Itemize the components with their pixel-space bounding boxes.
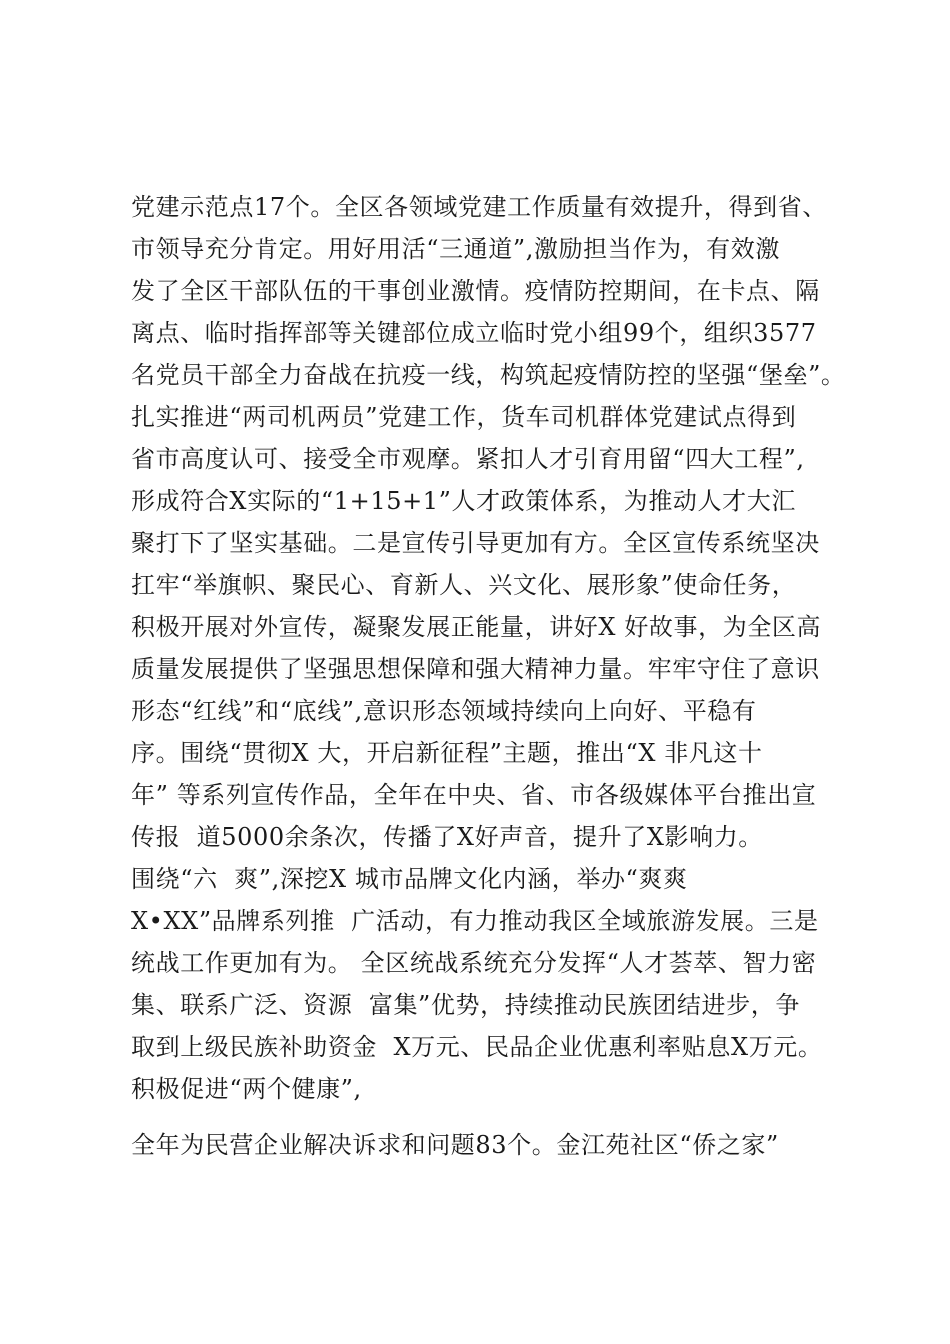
paragraph-line: 市领导充分肯定。用好用活“三通道”,激励担当作为，有效激	[131, 235, 780, 263]
paragraph-line: 扎实推进“两司机两员”党建工作，货车司机群体党建试点得到	[131, 403, 797, 431]
paragraph-line: 省市高度认可、接受全市观摩。紧扣人才引育用留“四大工程”,	[131, 445, 805, 473]
paragraph-line: 质量发展提供了坚强思想保障和强大精神力量。牢牢守住了意识	[131, 655, 820, 683]
paragraph-line: 发了全区干部队伍的干事创业激情。疫情防控期间，在卡点、隔	[131, 277, 820, 305]
paragraph-line: 统战工作更加有为。 全区统战系统充分发挥“人才荟萃、智力密	[131, 949, 817, 977]
paragraph-line: 党建示范点17个。全区各领域党建工作质量有效提升，得到省、	[131, 193, 827, 221]
paragraph-line: 集、联系广泛、资源 富集”优势，持续推动民族团结进步，争	[131, 991, 800, 1019]
paragraph-line: 离点、临时指挥部等关键部位成立临时党小组99个，组织3577	[131, 319, 817, 347]
paragraph-line: 传报 道5000余条次，传播了X好声音，提升了X影响力。	[131, 823, 763, 851]
paragraph-line: 围绕“六 爽”,深挖X 城市品牌文化内涵，举办“爽爽	[131, 865, 688, 893]
paragraph-line: 形态“红线”和“底线”,意识形态领域持续向上向好、平稳有	[131, 697, 757, 725]
paragraph-line: 积极促进“两个健康”,	[131, 1075, 362, 1103]
paragraph-line: 积极开展对外宣传，凝聚发展正能量，讲好X 好故事，为全区高	[131, 613, 822, 641]
paragraph-line: 扛牢“举旗帜、聚民心、育新人、兴文化、展形象”使命任务，	[131, 571, 797, 599]
paragraph-line: 取到上级民族补助资金 X万元、民品企业优惠利率贴息X万元。	[131, 1033, 823, 1061]
paragraph-line: 序。围绕“贯彻X 大，开启新征程”主题，推出“X 非凡这十	[131, 739, 763, 767]
paragraph-line: 形成符合X实际的“1+15+1”人才政策体系，为推动人才大汇	[131, 487, 796, 515]
paragraph-line: 聚打下了坚实基础。二是宣传引导更加有方。全区宣传系统坚决	[131, 529, 820, 557]
paragraph-line: 全年为民营企业解决诉求和问题83个。金江苑社区“侨之家”	[131, 1131, 779, 1159]
paragraph-line: X•XX”品牌系列推 广活动，有力推动我区全域旅游发展。三是	[131, 907, 819, 935]
paragraph-line: 年” 等系列宣传作品，全年在中央、省、市各级媒体平台推出宣	[131, 781, 817, 809]
paragraph-line: 名党员干部全力奋战在抗疫一线，构筑起疫情防控的坚强“堡垒”。	[131, 361, 846, 389]
